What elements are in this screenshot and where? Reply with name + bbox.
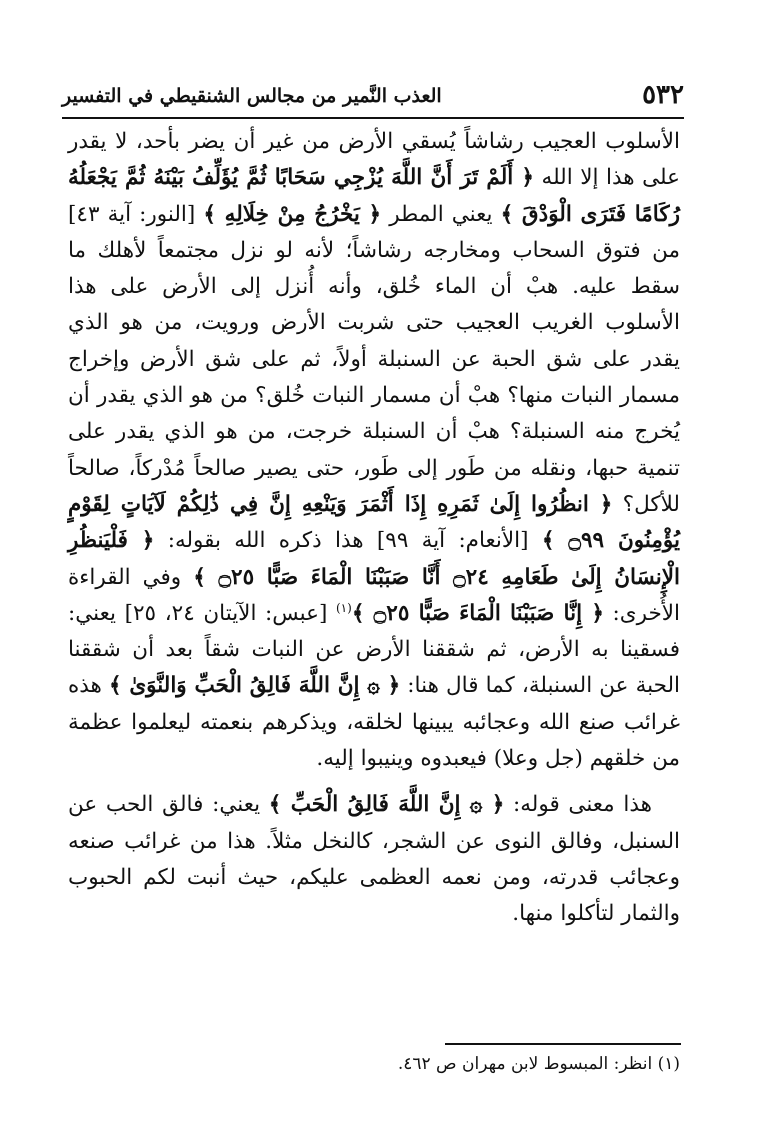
paragraph-2 bbox=[68, 787, 680, 932]
quran-verse-anam-95-short: ﴿ ۞ إِنَّ اللَّهَ فَالِقُ الْحَبِّ ﴾ bbox=[268, 792, 505, 818]
text-run: الأسلوب العجيب رشاشاً يُسقي الأرض من غير أن يضر بأحد، لا يقدر على هذا إلا الله bbox=[68, 129, 680, 191]
footnote-reference[interactable]: (١) bbox=[335, 600, 352, 615]
page-number: ٥٣٢ bbox=[642, 80, 684, 110]
text-run: [الأنعام: آية ٩٩] هذا ذكره الله بقوله: bbox=[154, 528, 542, 554]
text-run: هذا معنى قوله: bbox=[504, 792, 652, 818]
footnote-divider bbox=[445, 1043, 681, 1045]
quran-verse-nur-43-cont: ﴿ يَخْرُجُ مِنْ خِلَالِهِ ﴾ bbox=[203, 201, 382, 227]
main-text bbox=[68, 124, 680, 933]
footnote-text: انظر: المبسوط لابن مهران ص ٤٦٢. bbox=[397, 1054, 653, 1074]
header-divider bbox=[62, 117, 684, 119]
running-title: العذب النَّمير من مجالس الشنقيطي في التفسير bbox=[62, 85, 442, 107]
quran-verse-nur-43: ﴿ أَلَمْ تَرَ أَنَّ اللَّهَ يُزْجِي سَحَابًا ثُمَّ يُؤَلِّفُ بَيْنَهُ ثُمَّ يَجْعَلُهُ رُكَامًا فَتَرَى الْوَدْقَ ﴾ bbox=[68, 165, 680, 227]
quran-verse-anam-99: ﴿ انظُرُوا إِلَىٰ ثَمَرِهِ إِذَا أَثْمَرَ وَيَنْعِهِ إِنَّ فِي ذَٰلِكُمْ لَآيَاتٍ لِقَوْمٍ يُؤْمِنُونَ ۝٩٩ ﴾ bbox=[68, 491, 681, 554]
quran-verse-anam-95: ﴿ ۞ إِنَّ اللَّهَ فَالِقُ الْحَبِّ وَالنَّوَىٰ ﴾ bbox=[109, 673, 401, 699]
text-run: [عبس: الآيتان ٢٤، ٢٥] يعني: فسقينا به الأرض، ثم شققنا الأرض عن النبات شقاً بعد أن شققنا الحبة عن السنبلة، كما قال هنا: bbox=[68, 600, 680, 699]
text-run: هذه غرائب صنع الله وعجائبه يبينها لخلقه، ويذكرهم بنعمته ليعلموا عظمة من خلقهم (جل وعلا) فيعبدوه وينيبوا إليه. bbox=[68, 673, 680, 772]
text-run: وفي القراءة الأُخرى: bbox=[68, 564, 680, 626]
text-run: [النور: آية ٤٣] من فتوق السحاب ومخارجه رشاشاً؛ لأنه لو نزل مجتمعاً لأهلك ما سقط عليه. هبْ أن الماء خُلق، وأنه أُنزل إلى الأرض على هذا الأسلوب الغريب العجيب حتى شربت الأرض ورويت، من هو الذي يقدر على شق الحبة عن السنبلة أولاً، ثم على شق الأرض وإخراج مسمار النبات منها؟ هبْ أن مسمار النبات خُلق؟ من هو الذي يقدر أن يُخرج منه السنبلة؟ هبْ أن السنبلة خرجت، من هو الذي يقدر على تنمية حبها، ونقله من طَور إلى طَور، حتى يصير صالحاً مُدْركاً، صالحاً للأكل؟ bbox=[68, 201, 680, 517]
text-run: يعني: فالق الحب عن السنبل، وفالق النوى عن الشجر، كالنخل مثلاً. هذا من غرائب صنعه وعجائب قدرته، ومن نعمه العظمى عليكم، حيث أنبت لكم الحبوب والثمار لتأكلوا منها. bbox=[68, 792, 680, 927]
page-header bbox=[62, 80, 684, 112]
text-run: يعني المطر bbox=[381, 201, 501, 227]
quran-verse-abasa-25-alt: ﴿ إِنَّا صَبَبْنَا الْمَاءَ صَبًّا ۝٢٥ ﴾ bbox=[351, 600, 604, 626]
quran-verse-abasa-24-25: ﴿ فَلْيَنظُرِ الْإِنسَانُ إِلَىٰ طَعَامِهِ ۝٢٤ أَنَّا صَبَبْنَا الْمَاءَ صَبًّا ۝٢٥ ﴾ bbox=[68, 528, 680, 590]
footnote bbox=[62, 1050, 680, 1078]
paragraph-1 bbox=[68, 124, 680, 777]
footnote-number: (١) bbox=[657, 1054, 680, 1074]
